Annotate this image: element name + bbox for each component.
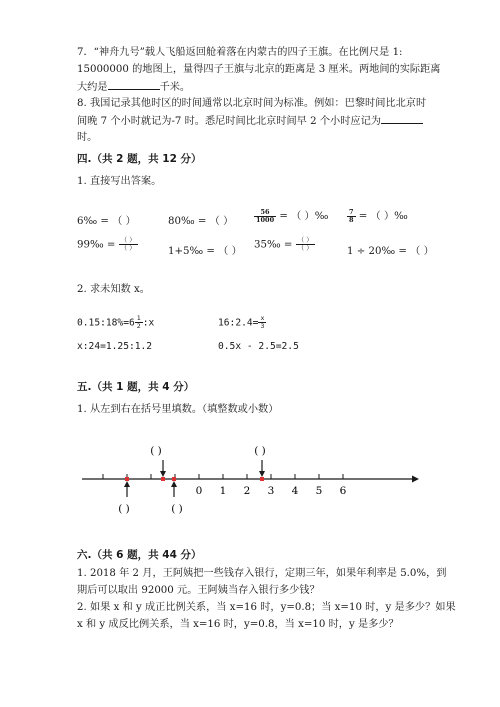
calc-56-over-1000: $\frac{56}{1000}$ = （ ）‰ xyxy=(256,207,329,224)
fraction-x-3: $\frac{x}{3}$ xyxy=(260,314,265,330)
section-6-q2-line-2: x 和 y 成反比例关系，当 x=16 时，y=0.8，当 x=10 时，y 是多少？ xyxy=(77,619,399,630)
q7-line-3 xyxy=(77,78,190,96)
equation-4: 0.5x - 2.5=2.5 xyxy=(218,341,299,352)
fraction-7-8: $\frac{7}{8}$ xyxy=(349,207,354,224)
section-6-q2-line-1: 2. 如果 x 和 y 成正比例关系，当 x=16 时，y=0.8；当 x=10 时，y 是多少？如果 xyxy=(77,602,456,613)
q7-line-3-start: 大约是 xyxy=(77,82,108,93)
q8-answer-blank[interactable] xyxy=(381,112,423,124)
equation-2: 16:2.4= $\frac{x}{3}$ xyxy=(218,314,265,330)
q8-line-2 xyxy=(77,112,423,130)
number-line-ticks xyxy=(103,474,343,479)
up-arrow-icon xyxy=(171,481,177,497)
calc-1-div-20-permille: 1 ÷ 20‰ = （ ） xyxy=(347,246,434,257)
section-5-q1-title: 1. 从左到右在括号里填数。（填整数或小数） xyxy=(77,404,279,415)
tick-label-3: 3 xyxy=(267,485,275,497)
section-6-q1-line-1: 1. 2018 年 2 月，王阿姨把一些钱存入银行，定期三年，如果年利率是 5.0%，到 xyxy=(77,568,447,579)
fraction-1-2: $\frac{1}{2}$ xyxy=(136,314,141,330)
q8-line-2-text: 间晚 7 个小时就记为-7 时。悉尼时间比北京时间早 2 个小时应记为 xyxy=(77,116,381,127)
tick-label-1: 1 xyxy=(219,485,227,497)
tick-label-5: 5 xyxy=(315,485,323,497)
equation-1: 0.15:18%=6 $\frac{1}{2}$ :x xyxy=(77,314,155,330)
answer-fraction-99[interactable]: $\frac{( )}{( )}$ xyxy=(120,236,136,252)
calc-6-permille: 6‰ = （ ） xyxy=(77,216,136,227)
tick-label-0: 0 xyxy=(195,485,203,497)
equation-3: x:24=1.25:1.2 xyxy=(77,341,153,352)
answer-fraction-35[interactable]: $\frac{( )}{( )}$ xyxy=(297,236,313,252)
calc-99-permille: 99‰ = $\frac{( )}{( )}$ xyxy=(77,236,136,252)
q7-answer-blank[interactable] xyxy=(108,78,160,90)
bottom-paren-right[interactable]: ( ) xyxy=(171,503,183,515)
q7-line-2: 15000000 的地图上，量得四子王旗与北京的距离是 3 厘米。两地间的实际距离 xyxy=(77,64,441,75)
up-arrow-icon xyxy=(124,481,130,497)
down-arrow-icon xyxy=(160,460,166,477)
q7-line-3-end: 千米。 xyxy=(159,82,191,93)
number-line-figure xyxy=(0,440,500,520)
section-4-q2-title: 2. 求未知数 x。 xyxy=(77,284,150,295)
section-6-q1-line-2: 期后可以取出 92000 元。王阿姨当存入银行多少钱？ xyxy=(77,585,320,596)
tick-label-2: 2 xyxy=(243,485,251,497)
axis-arrow-icon xyxy=(412,476,419,483)
q7-line-1: 7．“神舟九号”载人飞船返回舱着落在内蒙古的四子王旗。在比例尺是 1: xyxy=(77,47,403,58)
calc-7-over-8: $\frac{7}{8}$ = （ ）‰ xyxy=(349,207,408,224)
section-6-title: 六.（共 6 题，共 44 分） xyxy=(77,549,202,561)
down-arrow-icon xyxy=(259,460,265,477)
fraction-56-1000: $\frac{56}{1000}$ xyxy=(256,207,275,224)
tick-label-6: 6 xyxy=(339,485,347,497)
top-paren-right[interactable]: ( ) xyxy=(254,445,266,457)
calc-35-permille: 35‰ = $\frac{( )}{( )}$ xyxy=(254,236,313,252)
q8-line-1: 8. 我国记录其他时区的时间通常以北京时间为标准。例如：巴黎时间比北京时 xyxy=(77,98,427,109)
section-5-title: 五.（共 1 题，共 4 分） xyxy=(77,381,195,393)
tick-label-4: 4 xyxy=(291,485,299,497)
top-paren-left[interactable]: ( ) xyxy=(150,445,162,457)
q8-line-3: 时。 xyxy=(77,132,98,143)
section-4-q1-title: 1. 直接写出答案。 xyxy=(77,176,162,187)
bottom-paren-left[interactable]: ( ) xyxy=(118,503,130,515)
calc-80-permille: 80‰ = （ ） xyxy=(168,216,234,227)
calc-1-plus-5-permille: 1+5‰ = （ ） xyxy=(168,246,242,257)
section-4-title: 四.（共 2 题，共 12 分） xyxy=(77,153,202,165)
